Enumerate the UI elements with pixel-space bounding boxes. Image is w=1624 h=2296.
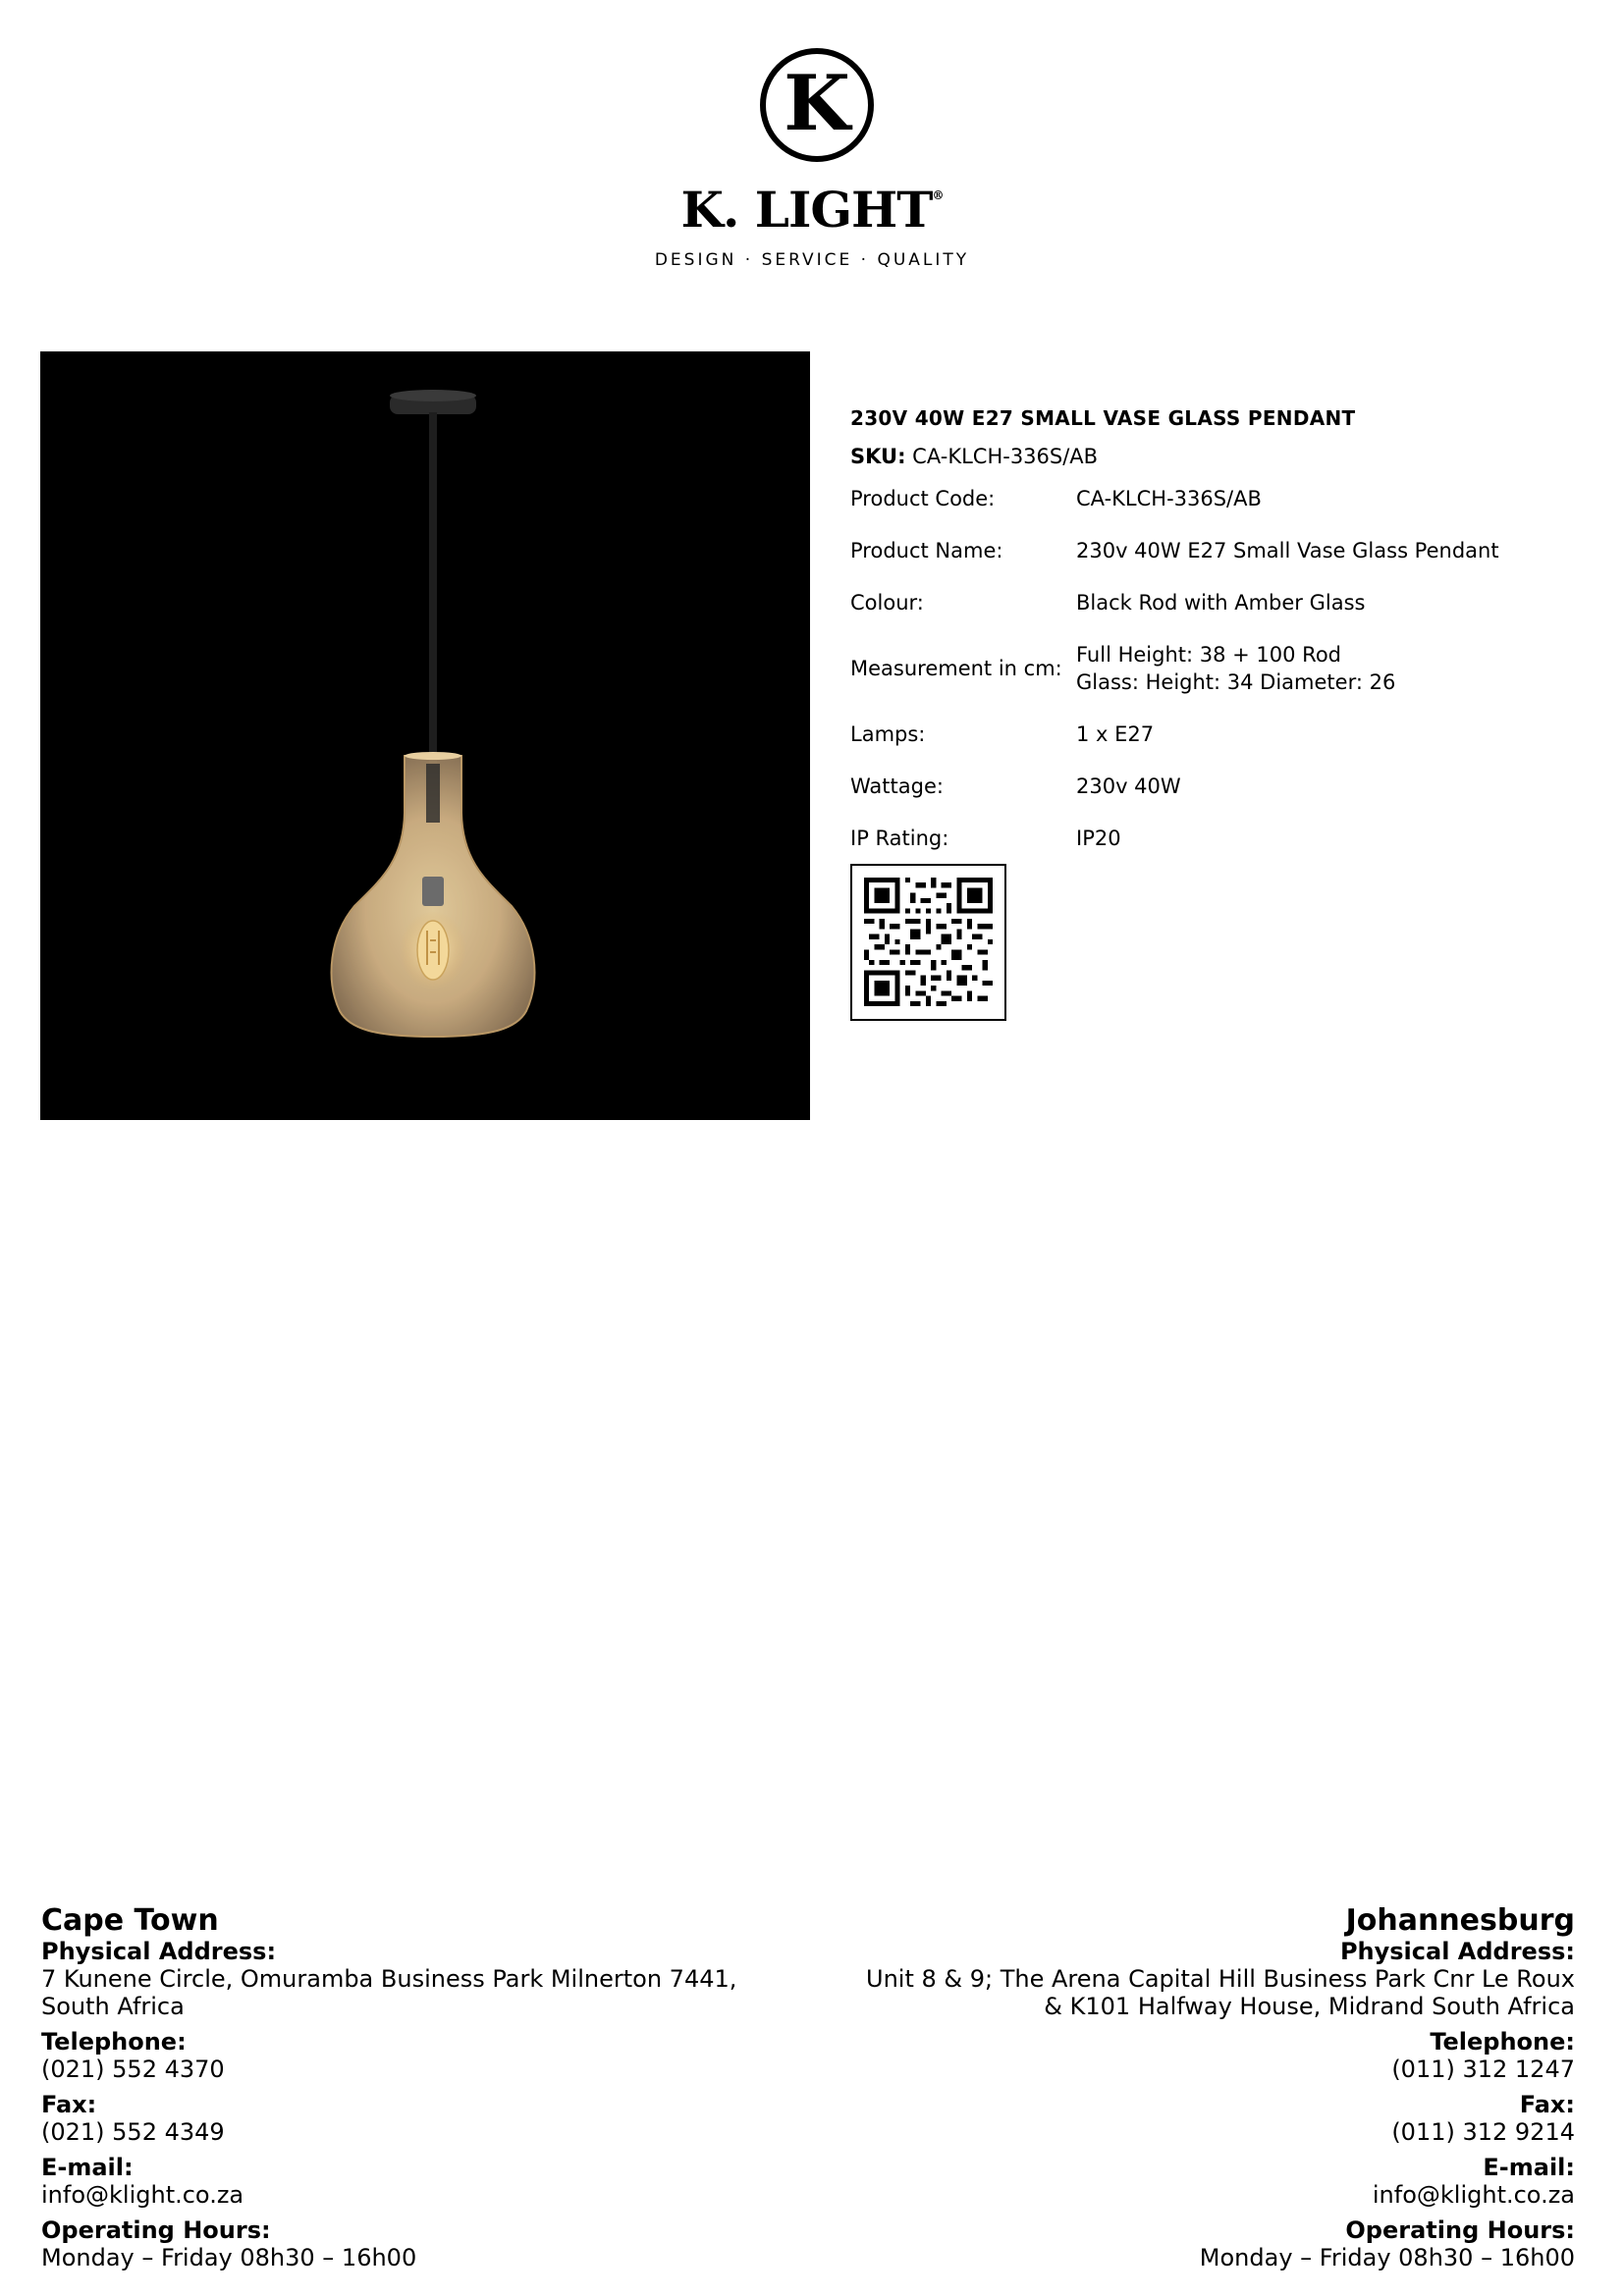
- spec-label: Colour:: [850, 591, 924, 614]
- telephone-value[interactable]: (011) 312 1247: [1391, 2056, 1575, 2083]
- product-image: [40, 351, 810, 1120]
- sku-value: CA-KLCH-336S/AB: [912, 445, 1099, 468]
- address-line: South Africa: [41, 1993, 185, 2020]
- pendant-lamp-illustration: [40, 351, 810, 1120]
- qr-code-icon: [864, 878, 993, 1006]
- fax-label: Fax:: [41, 2091, 97, 2118]
- email-link[interactable]: info@klight.co.za: [41, 2181, 244, 2209]
- hours-value: Monday – Friday 08h30 – 16h00: [41, 2244, 417, 2271]
- spec-value: Black Rod with Amber Glass: [1076, 591, 1366, 614]
- sku-line: [850, 445, 1098, 468]
- spec-label: Product Name:: [850, 539, 1003, 562]
- telephone-label: Telephone:: [1430, 2028, 1575, 2056]
- footer-cape-town: [41, 1904, 827, 2271]
- spec-label: Wattage:: [850, 774, 944, 798]
- hours-label: Operating Hours:: [41, 2216, 271, 2244]
- address-line: 7 Kunene Circle, Omuramba Business Park Milnerton 7441,: [41, 1965, 737, 1993]
- registered-mark: ®: [932, 188, 944, 202]
- spec-value: Full Height: 38 + 100 Rod: [1076, 643, 1342, 667]
- spec-label: IP Rating:: [850, 827, 949, 850]
- spec-value: 230v 40W: [1076, 774, 1181, 798]
- fax-value: (021) 552 4349: [41, 2118, 225, 2146]
- spec-label: Product Code:: [850, 487, 996, 510]
- spec-value: 1 x E27: [1076, 722, 1155, 746]
- address-line: & K101 Halfway House, Midrand South Africa: [1044, 1993, 1575, 2020]
- hours-label: Operating Hours:: [1345, 2216, 1575, 2244]
- email-label: E-mail:: [41, 2154, 134, 2181]
- spec-label: Measurement in cm:: [850, 657, 1062, 680]
- sku-label: SKU:: [850, 445, 906, 468]
- email-link[interactable]: info@klight.co.za: [1372, 2181, 1575, 2209]
- spec-value: 230v 40W E27 Small Vase Glass Pendant: [1076, 539, 1499, 562]
- address-label: Physical Address:: [1339, 1938, 1575, 1965]
- city-name: Johannesburg: [1345, 1903, 1575, 1938]
- brand-logo-letter: K: [784, 59, 850, 148]
- fax-label: Fax:: [1519, 2091, 1575, 2118]
- email-label: E-mail:: [1483, 2154, 1575, 2181]
- fax-value: (011) 312 9214: [1391, 2118, 1575, 2146]
- spec-value-line2: Glass: Height: 34 Diameter: 26: [1076, 670, 1396, 694]
- footer-johannesburg: [770, 1904, 1575, 2271]
- spec-label: Lamps:: [850, 722, 926, 746]
- spec-value: CA-KLCH-336S/AB: [1076, 487, 1262, 510]
- address-line: Unit 8 & 9; The Arena Capital Hill Business Park Cnr Le Roux: [866, 1965, 1575, 1993]
- spec-value: IP20: [1076, 827, 1121, 850]
- telephone-label: Telephone:: [41, 2028, 187, 2056]
- product-title: 230V 40W E27 SMALL VASE GLASS PENDANT: [850, 406, 1356, 430]
- city-name: Cape Town: [41, 1903, 219, 1938]
- telephone-value[interactable]: (021) 552 4370: [41, 2056, 225, 2083]
- brand-logo-icon: [759, 47, 875, 163]
- brand-name-text: K. LIGHT: [680, 181, 933, 239]
- address-label: Physical Address:: [41, 1938, 277, 1965]
- qr-code[interactable]: [850, 864, 1006, 1021]
- brand-name: [0, 181, 1624, 239]
- brand-tagline: DESIGN · SERVICE · QUALITY: [654, 250, 970, 270]
- hours-value: Monday – Friday 08h30 – 16h00: [1199, 2244, 1575, 2271]
